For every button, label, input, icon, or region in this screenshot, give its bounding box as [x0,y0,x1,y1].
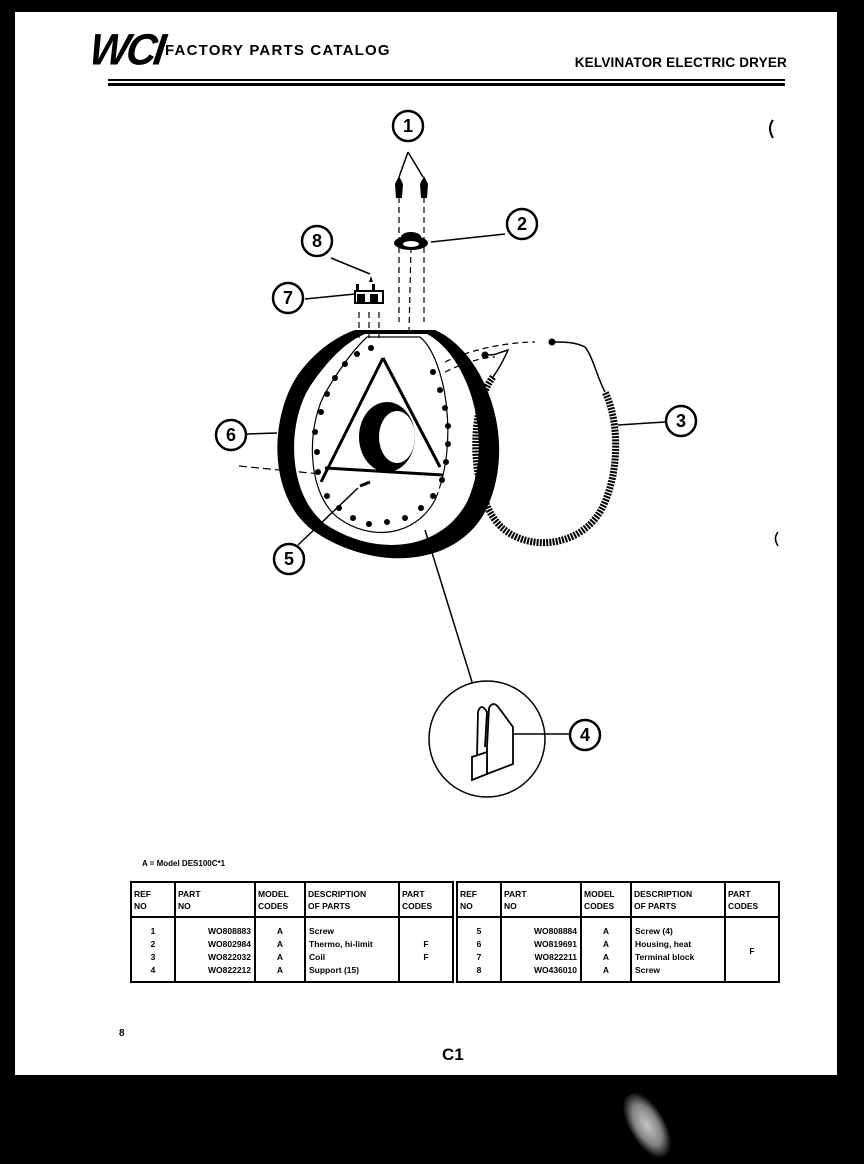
part-codes-column: F [725,917,779,982]
wci-logo: WCI [86,24,167,75]
model-legend: A = Model DES100C*1 [142,859,226,868]
ref-column: 1 2 3 4 [131,917,175,982]
header-ref-no: REF NO [457,882,501,917]
description-column: Screw Thermo, hi-limit Coil Support (15) [305,917,399,982]
terminal-block-icon [355,284,383,303]
model-codes-column: A A A A [255,917,305,982]
header-model-codes: MODEL CODES [581,882,631,917]
scan-glare [615,1086,679,1164]
part-no-column: WO808884 WO819691 WO822211 WO436010 [501,917,581,982]
table-header-row [131,882,779,917]
catalog-title: FACTORY PARTS CATALOG [165,42,391,59]
header-model-codes: MODEL CODES [255,882,305,917]
svg-text:2: 2 [516,214,528,234]
header-part-codes: PART CODES [725,882,779,917]
thermostat-icon [394,232,428,250]
svg-text:4: 4 [579,725,591,745]
header-description: DESCRIPTION OF PARTS [631,882,725,917]
svg-text:8: 8 [311,231,323,251]
part-codes-column: F F [399,917,453,982]
header-description: DESCRIPTION OF PARTS [305,882,399,917]
exploded-parts-diagram [15,12,837,862]
header-ref-no: REF NO [131,882,175,917]
svg-text:1: 1 [402,116,414,136]
table-row [131,917,779,982]
svg-text:6: 6 [225,425,237,445]
section-code: C1 [442,1045,464,1064]
heat-housing-icon [239,330,499,558]
product-title: KELVINATOR ELECTRIC DRYER [574,55,787,70]
model-codes-column: A A A A [581,917,631,982]
catalog-page [15,12,837,1075]
header-part-no: PART NO [175,882,255,917]
svg-text:7: 7 [282,288,294,308]
svg-text:3: 3 [675,411,687,431]
svg-text:5: 5 [283,549,295,569]
page-number: 8 [119,1028,125,1039]
header-part-codes: PART CODES [399,882,453,917]
description-column: Screw (4) Housing, heat Terminal block Screw [631,917,725,982]
ref-column: 5 6 7 8 [457,917,501,982]
header-part-no: PART NO [501,882,581,917]
part-no-column: WO808883 WO802984 WO822032 WO822212 [175,917,255,982]
parts-table [130,881,780,983]
